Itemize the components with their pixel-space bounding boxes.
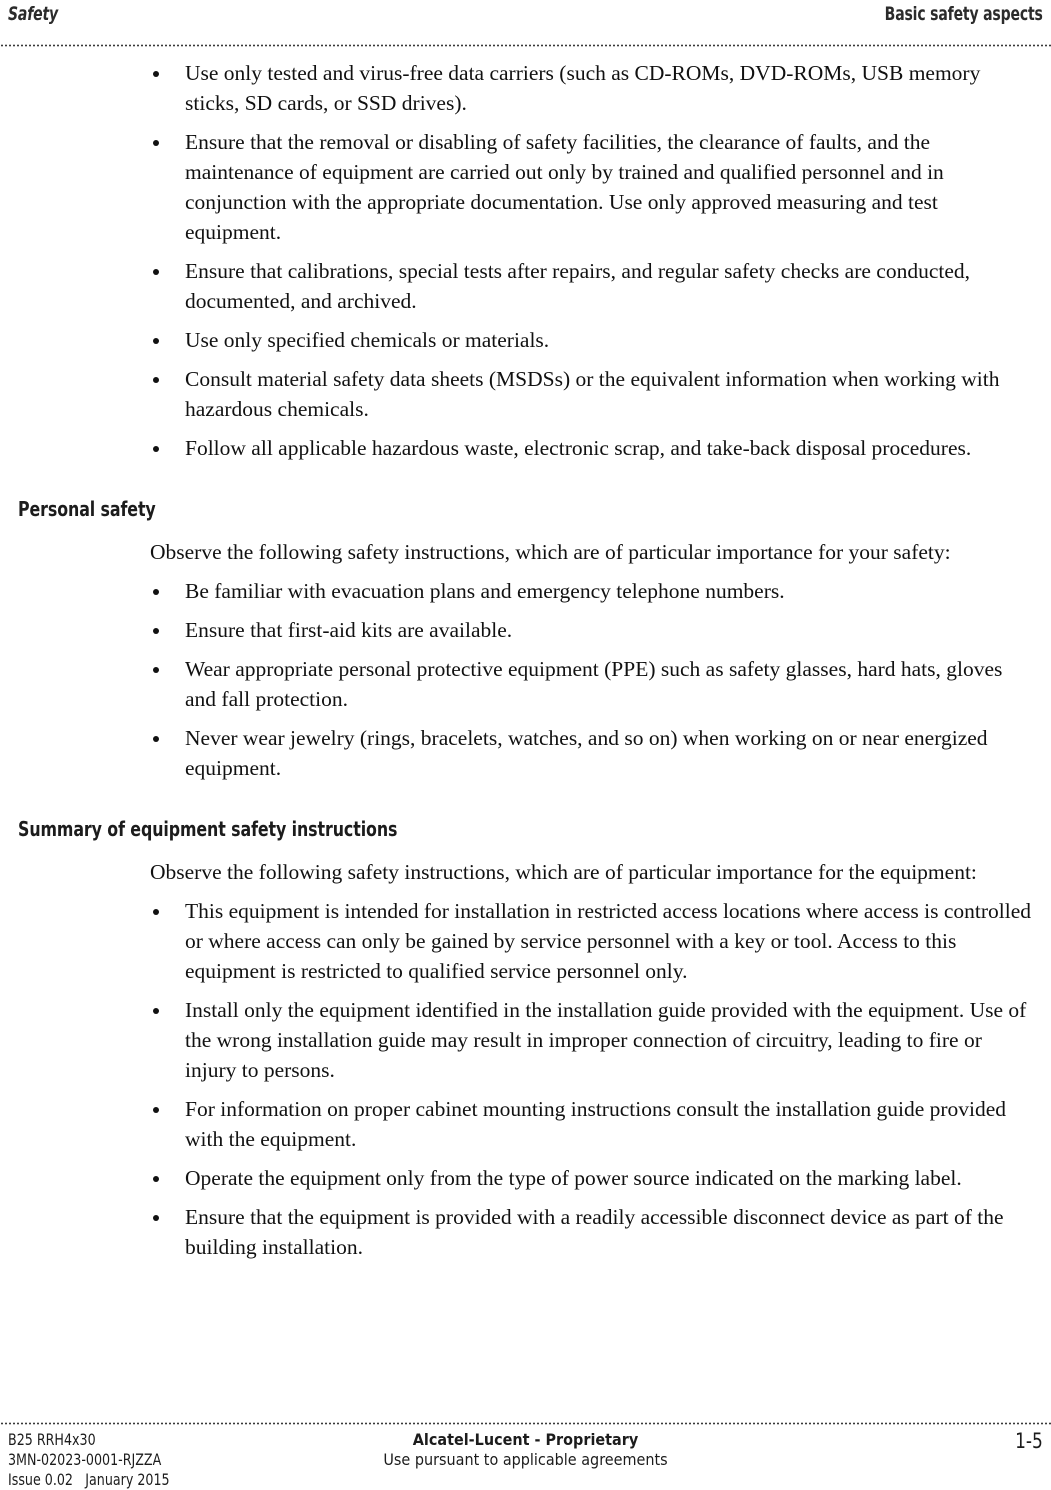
footer-proprietary-line2: Use pursuant to applicable agreements [383,1450,668,1469]
header-section-title: Basic safety aspects [884,3,1043,25]
footer-issue: Issue 0.02 [8,1470,73,1489]
header-divider-rule [0,44,1051,47]
footer-issue-line [8,1470,170,1490]
section-personal-safety [0,497,1051,521]
running-header [0,0,1051,40]
list-item: Never wear jewelry (rings, bracelets, watches, and so on) when working on or near energized equipment. [0,723,1045,783]
list-item: For information on proper cabinet mounting instructions consult the installation guide provided with the equipment. [0,1094,1045,1154]
list-item: Follow all applicable hazardous waste, electronic scrap, and take-back disposal procedures. [0,433,1045,463]
list-item: Ensure that the removal or disabling of safety facilities, the clearance of faults, and the maintenance of equipment are carried out only by trained and qualified personnel and in conjunction with the appropriate documentation. Use only approved measuring and test equipment. [0,127,1045,247]
list-item: Ensure that calibrations, special tests after repairs, and regular safety checks are conducted, documented, and archived. [0,256,1045,316]
section-equipment-safety [0,817,1051,841]
intro-bullet-list [0,58,1051,463]
list-item: Use only specified chemicals or materials. [0,325,1045,355]
section-heading: Summary of equipment safety instructions [18,817,398,841]
section-paragraph: Observe the following safety instructions, which are of particular importance for the equipment: [150,860,977,884]
footer-proprietary-line1: Alcatel-Lucent - Proprietary [412,1430,639,1449]
list-item: Ensure that the equipment is provided with a readily accessible disconnect device as part of the building installation. [0,1202,1045,1262]
page-number: 1-5 [1015,1429,1043,1453]
list-item: Operate the equipment only from the type of power source indicated on the marking label. [0,1163,1045,1193]
equipment-safety-bullet-list [0,896,1051,1262]
page-content [0,58,1051,1271]
footer-divider-rule [0,1422,1051,1425]
spacer [0,887,1051,896]
list-item: This equipment is intended for installation in restricted access locations where access is controlled or where access can only be gained by service personnel with a key or tool. Access to this equipment is restricted to qualified service personnel only. [0,896,1045,986]
footer-product-name: B25 RRH4x30 [8,1430,96,1449]
spacer [0,567,1051,576]
personal-safety-bullet-list [0,576,1051,783]
header-chapter-title: Safety [8,3,59,25]
list-item: Use only tested and virus-free data carriers (such as CD-ROMs, DVD-ROMs, USB memory sticks, SD cards, or SSD drives). [0,58,1045,118]
footer-date: January 2015 [85,1470,170,1489]
list-item: Be familiar with evacuation plans and emergency telephone numbers. [0,576,1045,606]
section-heading: Personal safety [18,497,156,521]
list-item: Install only the equipment identified in the installation guide provided with the equipment. Use of the wrong installation guide may result in improper connection of circuitry, leading to fire or injury to persons. [0,995,1045,1085]
list-item: Consult material safety data sheets (MSDSs) or the equivalent information when working with hazardous chemicals. [0,364,1045,424]
footer-proprietary-notice [8,1430,1043,1470]
running-footer [0,1430,1051,1490]
footer-document-number: 3MN-02023-0001-RJZZA [8,1450,162,1469]
list-item: Wear appropriate personal protective equipment (PPE) such as safety glasses, hard hats, gloves and fall protection. [0,654,1045,714]
list-item: Ensure that first-aid kits are available. [0,615,1045,645]
section-paragraph: Observe the following safety instructions, which are of particular importance for your safety: [150,540,951,564]
